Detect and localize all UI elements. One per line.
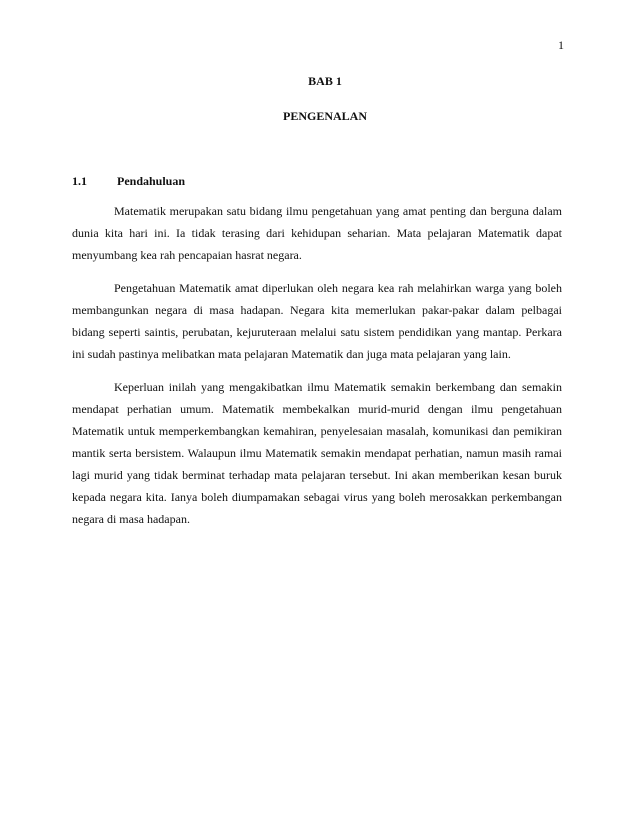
page-number: 1 <box>558 38 564 52</box>
body-text <box>72 200 562 541</box>
section-number: 1.1 <box>72 174 87 188</box>
section-title: Pendahuluan <box>117 174 186 188</box>
paragraph: Matematik merupakan satu bidang ilmu pengetahuan yang amat penting dan berguna dalam dunia kita hari ini. Ia tidak terasing dari kehidupan seharian. Mata pelajaran Matematik dapat menyumbang kea rah pencapaian hasrat negara. <box>72 204 562 262</box>
section-heading <box>72 174 185 189</box>
paragraph: Pengetahuan Matematik amat diperlukan oleh negara kea rah melahirkan warga yang boleh membangunkan negara di masa hadapan. Negara kita memerlukan pakar-pakar dalam pelbagai bidang seperti saintis, perubatan, kejuruteraan melalui satu sistem pendidikan yang mantap. Perkara ini sudah pastinya melibatkan mata pelajaran Matematik dan juga mata pelajaran yang lain. <box>72 281 562 361</box>
chapter-label: BAB 1 <box>308 74 342 88</box>
chapter-title: PENGENALAN <box>282 109 367 123</box>
paragraph: Keperluan inilah yang mengakibatkan ilmu Matematik semakin berkembang dan semakin mendapat perhatian umum. Matematik membekalkan murid-murid dengan ilmu pengetahuan Matematik untuk memperkembangkan kemahiran, penyelesaian masalah, komunikasi dan pemikiran mantik serta bersistem. Walaupun ilmu Matematik semakin mendapat perhatian, namun masih ramai lagi murid yang tidak berminat terhadap mata pelajaran tersebut. Ini akan memberikan kesan buruk kepada negara kita. Ianya boleh diumpamakan sebagai virus yang boleh merosakkan perkembangan negara di masa hadapan. <box>72 380 562 526</box>
